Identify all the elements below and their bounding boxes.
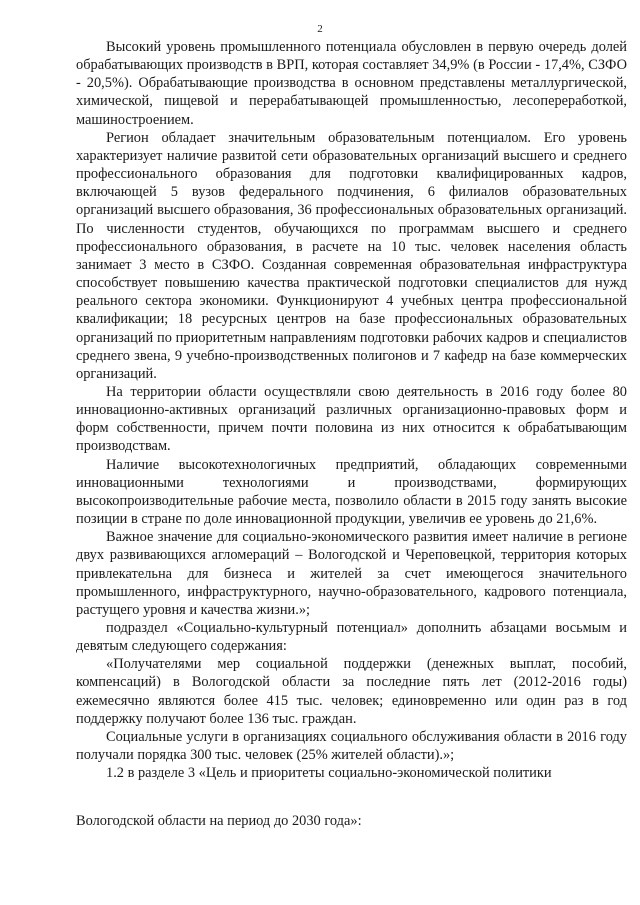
paragraph-section-3-heading-end: Вологодской области на период до 2030 года»: xyxy=(76,813,362,830)
paragraph-agglomerations: Важное значение для социально-экономического развития имеет наличие в регионе двух развивающихся агломераций – Вологодской и Череповецкой, территория которых привлекательна для бизнеса и жителей за счет имеющегося значительного промышленного, инфраструктурного, научно-образовательного, кадрового потенциала, растущего уровня и качества жизни.»; xyxy=(76,529,627,618)
paragraph-social-services: Социальные услуги в организациях социального обслуживания области в 2016 году получали порядка 300 тыс. человек (25% жителей области).»; xyxy=(76,728,627,764)
paragraph-industrial-potential: Высокий уровень промышленного потенциала обусловлен в первую очередь долей обрабатывающих производств в ВРП, которая составляет 34,9% (в России - 17,4%, СЗФО - 20,5%). Обрабатывающие производства в основном представлены металлургической, химической, пищевой и перерабатывающей промышленностью, лесопереработкой, машиностроением. xyxy=(76,39,627,128)
paragraph-subsection-amendment: подраздел «Социально-культурный потенциал» дополнить абзацами восьмым и девятым следующего содержания: xyxy=(76,620,627,655)
paragraph-high-tech-enterprises: Наличие высокотехнологичных предприятий, обладающих современными инновационными технологиями и производствами, формирующих высокопроизводительные рабочие места, позволило области в 2015 году занять высокие позиции в стране по доле инновационной продукции, увеличив ее уровень до 21,6%. xyxy=(76,456,627,528)
page-number: 2 xyxy=(317,23,323,35)
paragraph-educational-potential: Регион обладает значительным образовательным потенциалом. Его уровень характеризует наличие развитой сети образовательных организаций высшего и среднего профессионального образования для подготовки квалифицированных кадров, включающей 5 вузов федерального подчинения, 6 филиалов образовательных организаций высшего образования, 36 профессиональных образовательных организаций. По численности студентов, обучающихся по программам высшего и среднего профессионального образования, в расчете на 10 тыс. человек населения область занимает 3 место в СЗФО. Созданная современная образовательная инфраструктура способствует повышению качества практической подготовки специалистов для нужд реального сектора экономики. Функционируют 4 учебных центра профессиональной квалификации; 18 ресурсных центров на базе профессиональных образовательных организаций по приоритетным направлениям подготовки рабочих кадров и специалистов среднего звена, 9 учебно-производственных полигонов и 7 кафедр на базе коммерческих организаций. xyxy=(76,129,627,382)
paragraph-spacer xyxy=(76,782,627,812)
paragraph-innovation-organizations: На территории области осуществляли свою деятельность в 2016 году более 80 инновационно-активных организаций различных организационно-правовых форм и форм собственности, причем почти половина из них относится к обрабатывающим производствам. xyxy=(76,383,627,455)
paragraph-section-3-heading-start: 1.2 в разделе 3 «Цель и приоритеты социально-экономической политики xyxy=(106,765,552,782)
document-body xyxy=(76,38,627,831)
paragraph-social-support: «Получателями мер социальной поддержки (денежных выплат, пособий, компенсаций) в Вологодской области за последние пять лет (2012-2016 годы) ежемесячно являются более 415 тыс. человек; единовременно или один раз в год поддержку получают более 136 тыс. граждан. xyxy=(76,656,627,727)
